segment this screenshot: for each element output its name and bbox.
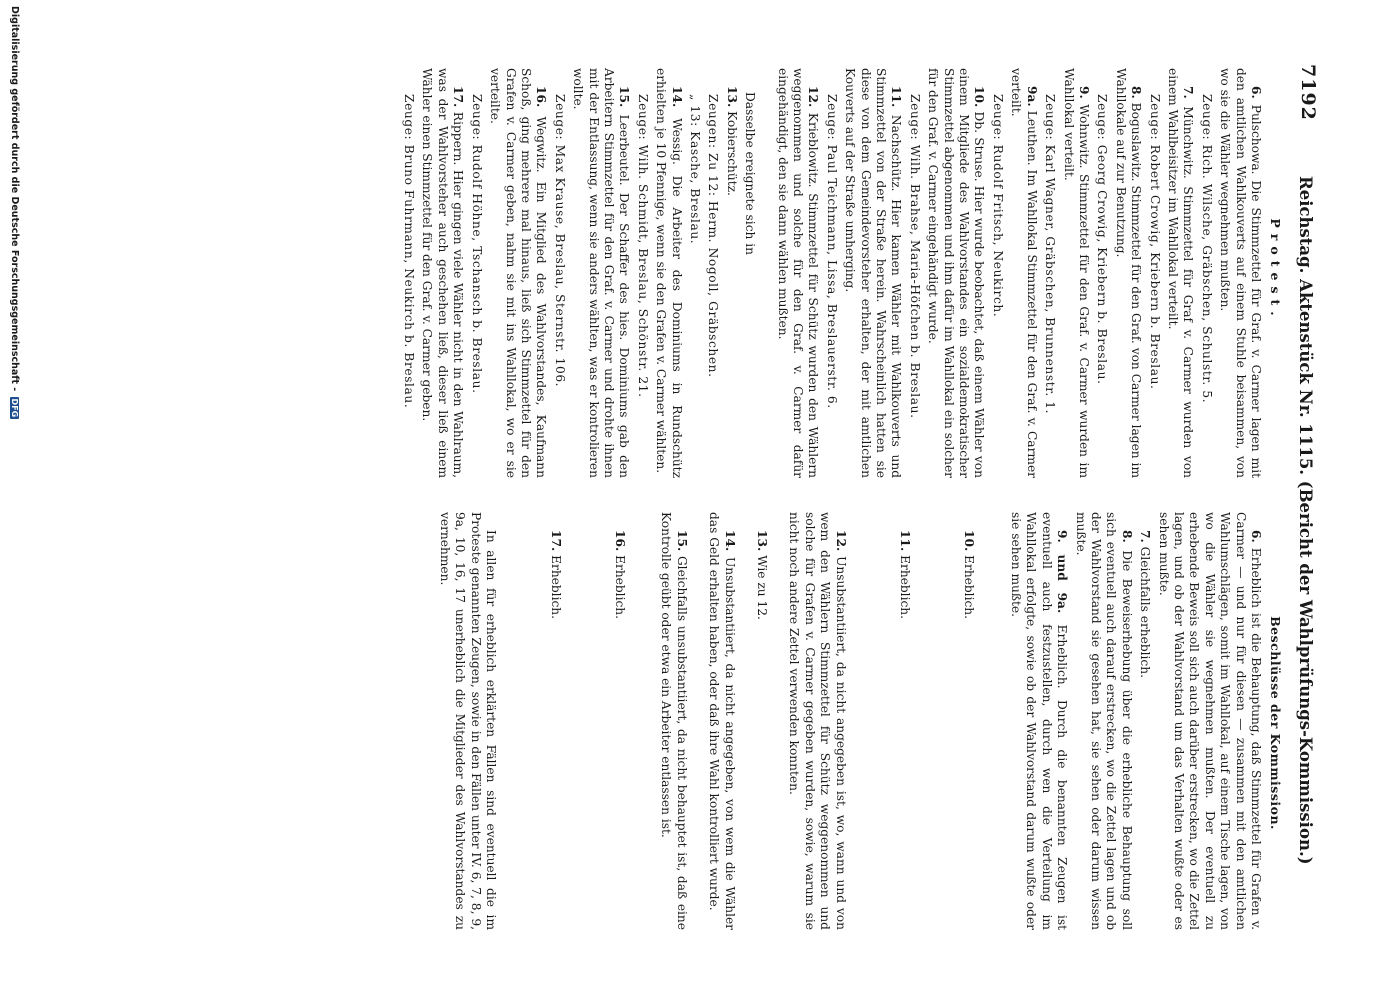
spacer: [737, 512, 751, 930]
paragraph-text: Leerbeutel. Der Schaffer des hies. Dominiums gab den Arbeitern Stimmzettel für den Graf. v. Carmer und drohte ihnen mit der Entlassung, wenn sie anders wählten, was er kontrolieren wollte.: [571, 68, 632, 478]
item-paragraph: [570, 68, 632, 478]
item-number: 14.: [722, 530, 737, 552]
item-paragraph: [1137, 512, 1152, 930]
item-paragraph: [774, 68, 820, 478]
item-paragraph: [1217, 68, 1263, 478]
witness-line: [468, 68, 483, 478]
item-paragraph: [1155, 512, 1263, 930]
item-paragraph: [842, 68, 904, 478]
item-number: 15.: [617, 86, 632, 108]
paragraph-text: Boguslawitz. Stimmzettel für den Graf. von Carmer lagen im Wahllokale auf zur Benutzung.: [1113, 68, 1144, 479]
item-number: 17.: [451, 86, 466, 108]
item-number: 8.: [1129, 86, 1144, 99]
paragraph-text: Zeuge: Karl Wagner, Gräbschen, Brunnenstr. 1.: [1043, 94, 1058, 415]
item-number: 16.: [534, 86, 549, 108]
item-number: 12.: [806, 86, 821, 108]
witness-line: [1094, 68, 1109, 478]
paragraph-text: Zeuge: Wilh. Schmidt, Breslau, Schönstr. 21.: [635, 94, 650, 398]
witness-line: [1146, 68, 1161, 478]
paragraph-text: Zeuge: Paul Teichmann, Lissa, Breslauerstr. 6.: [824, 94, 839, 409]
item-paragraph: [1008, 512, 1070, 930]
paragraph-text: Erheblich ist die Behauptung, daß Stimmzettel für Grafen v. Carmer — und nur für diesen — zusammen mit den amtlichen Wahlumschlägen, somit im Wahllokal, auf einem Tische lagen, von wo die Wähler sie wegnehmen mußten. Der eventuell zu erhebende Beweis soll sich auch darüber erstrecken, wo die Zettel lagen, und ob der Wahlvorstand um das Verhalten wußte oder es sehen mußte.: [1156, 512, 1263, 931]
footer-text: Digitalisierung gefördert durch die Deutsche Forschungsgemeinschaft -: [9, 6, 20, 392]
paragraph-text: Pulschowa. Die Stimmzettel für Graf. v. Carmer lagen mit den amtlichen Wahlkouverts auf einem Stuhle beisammen, von wo sie die Wähler wegnehmen mußten.: [1218, 68, 1263, 478]
paragraph-text: Zeuge: Rudolf Fritsch, Neukirch.: [990, 94, 1005, 318]
paragraph-text: In allen für erheblich erklärten Fällen sind eventuell die im Proteste genannten Zeugen, sowie in den Fällen unter IV. 6, 7, 8, 9, 9a, 10, 16, 17 unerheblich die Mitglieder des Wahlvorstandes zu vernehmen.: [438, 512, 499, 930]
item-number: 7.: [1181, 86, 1196, 99]
witness-line: [906, 68, 921, 478]
item-number: 7.: [1138, 530, 1153, 543]
paragraph-text: Münchwitz. Stimmzettel für Graf v. Carmer wurden von einem Wahlbeisitzer im Wahllokal verteilt.: [1165, 68, 1196, 479]
paragraph-text: Gleichfalls erheblich.: [1138, 546, 1153, 678]
paragraph-text: Erheblich.: [613, 555, 628, 620]
item-number: 10.: [962, 530, 977, 552]
item-number: 16.: [613, 530, 628, 552]
paragraph-text: Zeugen: Zu 12: Herm. Nogoll, Gräbschen.: [706, 94, 721, 378]
item-paragraph: [961, 512, 976, 930]
witness-line: [990, 68, 1005, 478]
spacer: [689, 512, 703, 930]
item-number: 9.: [1076, 86, 1091, 99]
paragraph-text: Erheblich.: [962, 555, 977, 620]
item-paragraph: [1008, 68, 1039, 478]
paragraph-text: Zeuge: Max Krause, Breslau, Sternstr. 106.: [552, 94, 567, 388]
paragraph-text: Gleichfalls unsubstantiiert, da nicht behauptet ist, daß eine Kontrolle geübt oder etwa ein Arbeiter entlassen ist.: [659, 512, 689, 930]
paragraph-text: Krieblowitz. Stimmzettel für Schütz wurden den Wählern weggenommen und solche für den Graf. v. Carmer dafür eingehändigt, den sie dann wählen mußten.: [775, 68, 821, 478]
witness-line: [1198, 68, 1213, 478]
spacer: [848, 512, 894, 930]
page-number: 7192: [1297, 64, 1319, 121]
item-number: 9a.: [1024, 86, 1039, 107]
item-number: 8.: [1119, 530, 1134, 543]
spacer: [977, 512, 1005, 930]
spacer: [563, 512, 609, 930]
item-paragraph: [658, 512, 689, 930]
item-number: 9. und 9a.: [1055, 530, 1070, 614]
item-number: 12.: [833, 530, 848, 552]
digitization-footer: [6, 0, 20, 1000]
protest-heading: Protest.: [1268, 218, 1283, 322]
paragraph-text: Wie zu 12.: [755, 555, 770, 620]
item-number: 15.: [674, 530, 689, 552]
witness-line: [551, 68, 566, 478]
spacer: [769, 512, 783, 930]
paragraph-text: Zeuge: Rich. Wilsche, Gräbschen, Schulstr. 5.: [1199, 94, 1214, 404]
item-paragraph: [897, 512, 912, 930]
resolutions-column: [434, 512, 1263, 930]
paragraph-text: Wohnwitz. Stimmzettel für den Graf. v. Carmer wurden im Wahllokal verteilt.: [1061, 68, 1091, 478]
dfg-logo: DFG: [10, 398, 19, 418]
spacer: [912, 512, 958, 930]
paragraph-text: Dasselbe ereignete sich in: [743, 92, 758, 255]
paragraph-text: Rippern. Hier gingen viele Wähler nicht in den Wahlraum, was der Wahlvorsteher auch geschehen ließ, dieser ließ einem Wähler einen Stimmzettel für den Graf. v. Carmer geben.: [420, 68, 466, 478]
item-paragraph: [1060, 68, 1091, 478]
commission-heading: Beschlüsse der Kommission.: [1268, 616, 1283, 830]
item-paragraph: [612, 512, 627, 930]
witness-line: [823, 68, 838, 478]
running-title: Reichstag. Aktenstück Nr. 1115. (Bericht der Wahlprüfungs-Kommission.): [1296, 176, 1315, 865]
witness-line: [1042, 68, 1057, 478]
item-paragraph: [723, 68, 738, 478]
paragraph-text: Zeuge: Rudolf Höhne, Tschansch b. Breslau.: [469, 94, 484, 394]
item-paragraph: [786, 512, 848, 930]
paragraph-text: Unsubstantiiert, da nicht angegeben, von wem die Wähler das Geld erhalten haben, oder daß ihre Wahl kontrolliert wurde.: [707, 512, 737, 931]
item-number: 13.: [755, 530, 770, 552]
paragraph-text: Zeuge: Wilh. Brahse, Maria-Höfchen b. Breslau.: [907, 94, 922, 419]
item-number: 11.: [889, 86, 904, 108]
paragraph-text: Zeuge: Bruno Fuhrmann, Neukirch b. Breslau.: [402, 94, 417, 409]
paragraph-text: Wessig. Die Arbeiter des Dominiums in Rundschütz erhielten je 10 Pfennige, wenn sie den Grafen v. Carmer wählten.: [654, 68, 684, 478]
closing-paragraph: [437, 512, 499, 930]
page-header: [1285, 60, 1317, 940]
paragraph-text: Leuthen. Im Wahllokal Stimmzettel für den Graf. v. Carmer verteilt.: [1009, 68, 1039, 478]
item-paragraph: [1112, 68, 1143, 478]
item-number: 11.: [898, 530, 913, 552]
item-number: 10.: [972, 86, 987, 108]
item-paragraph: [1072, 512, 1134, 930]
item-paragraph: [653, 68, 684, 478]
note-line: [742, 68, 757, 478]
paragraph-text: „ 13: Kasche, Breslau.: [688, 94, 702, 245]
paragraph-text: Kobierschütz.: [724, 111, 739, 196]
item-number: 6.: [1249, 86, 1263, 99]
item-paragraph: [487, 68, 549, 478]
item-paragraph: [706, 512, 737, 930]
item-number: 13.: [724, 86, 739, 108]
page-sheet: [27, 60, 1317, 940]
paragraph-text: Unsubstantiiert, da nicht angegeben ist, wo, wann und von wem den Wählern Stimmzettel für Schütz weggenommen und solche für Grafen v. Carmer gegeben wurden, sowie, warum sie nicht noch andere Zettel verwenden konnten.: [787, 512, 848, 930]
item-paragraph: [1165, 68, 1196, 478]
spacer: [757, 68, 771, 478]
item-paragraph: [419, 68, 465, 478]
item-paragraph: [754, 512, 769, 930]
witness-line: [687, 68, 702, 478]
witness-line: [705, 68, 720, 478]
witness-line: [401, 68, 416, 478]
paragraph-text: Db. Struse. Hier wurde beobachtet, daß einem Wähler von einem Mitgliede des Wahlvorstandes ein sozialdemokratischer Stimmzettel abgenommen und ihm dafür im Wahllokal ein solcher für den Graf. v. Carmer eingehändigt wurde.: [926, 68, 987, 478]
item-number: 17.: [548, 530, 563, 552]
paragraph-text: Erheblich. Durch die benannten Zeugen ist eventuell auch festzustellen, durch wen die Verteilung im Wahllokal erfolgte, sowie ob der Wahlvorstand darum wußte oder sie sehen mußte.: [1008, 512, 1070, 930]
spacer: [627, 512, 655, 930]
spacer: [498, 512, 544, 930]
paragraph-text: Erheblich.: [548, 555, 563, 620]
paragraph-text: Zeuge: Georg Crowig, Kriebern b. Breslau.: [1095, 94, 1110, 385]
paragraph-text: Zeuge: Robert Crowig, Kriebern b. Breslau.: [1147, 94, 1162, 390]
item-paragraph: [925, 68, 987, 478]
item-number: 14.: [669, 86, 684, 108]
paragraph-text: Nachschütz. Hier kamen Wähler mit Wahlkouverts und Stimmzettel von der Straße herein. Wahrscheinlich hatten sie diese von dem Gemeindevorsteher erhalten, der mit amtlichen Kouverts auf der Straße umherging.: [843, 68, 904, 479]
paragraph-text: Wegwitz. Ein Mitglied des Wahlvorstandes, Kaufmann Schoß, ging mehrere mal hinaus, ließ sich Stimmzettel für den Grafen v. Carmer geben, nahm sie mit ins Wahllokal, wo er sie verteilte.: [488, 68, 549, 479]
item-paragraph: [547, 512, 562, 930]
protest-column: [398, 68, 1263, 478]
paragraph-text: Die Beweiserhebung über die erhebliche Behauptung soll sich eventuell auch darauf erstrecken, wo die Zettel lagen und ob der Wahlvorstand sie gesehen hat, sie sehen oder darum wissen mußte.: [1073, 512, 1134, 931]
item-number: 6.: [1249, 530, 1263, 543]
paragraph-text: Erheblich.: [898, 555, 913, 620]
witness-line: [634, 68, 649, 478]
